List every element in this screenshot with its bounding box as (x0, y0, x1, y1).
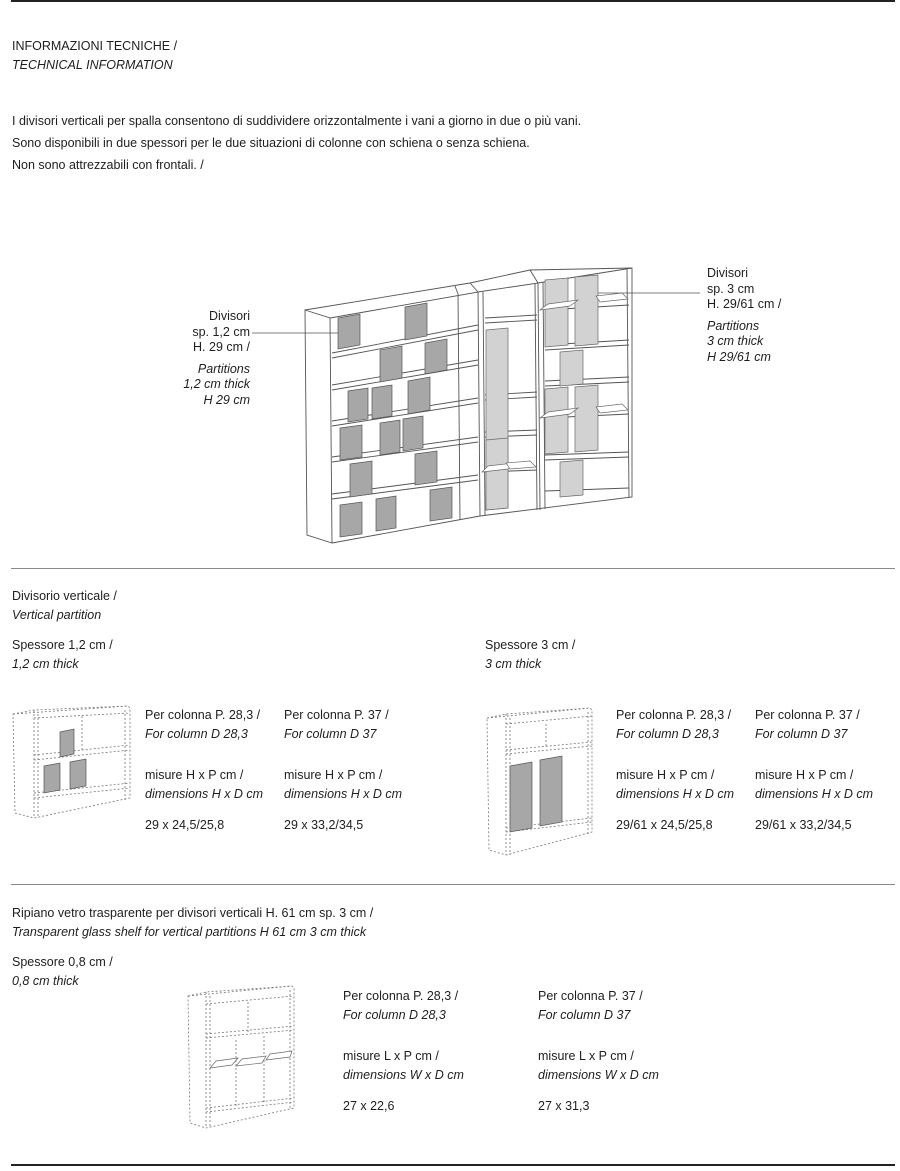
thick-spec-column-1 (616, 706, 734, 835)
title-en: TECHNICAL INFORMATION (12, 58, 173, 72)
glass-spec-column-2 (538, 987, 659, 1116)
callout-right-en-2: 3 cm thick (707, 334, 764, 348)
thin-label-en: 1,2 cm thick (12, 657, 79, 671)
callout-left-en-3: H 29 cm (203, 392, 250, 407)
spec-dim: misure H x P cm / (145, 768, 244, 782)
glass-thickness-label (12, 953, 113, 991)
spec-dim-en: dimensions W x D cm (343, 1068, 464, 1082)
spec-dim: misure L x P cm / (343, 1049, 439, 1063)
spec-head-en: For column D 37 (538, 1008, 631, 1022)
spec-value: 27 x 31,3 (538, 1099, 590, 1113)
spec-head: Per colonna P. 28,3 / (616, 708, 732, 722)
spec-value: 27 x 22,6 (343, 1099, 395, 1113)
thick-spec-column-2 (755, 706, 873, 835)
intro-line-1: I divisori verticali per spalla consentono di suddividere orizzontalmente i vani a giorno in due o più vani. (12, 114, 582, 128)
glass-title-en: Transparent glass shelf for vertical partitions H 61 cm 3 cm thick (12, 925, 367, 939)
partition-title-en: Vertical partition (12, 608, 102, 622)
thick-partition-drawing (484, 700, 604, 860)
callout-left-line-3: H. 29 cm / (193, 340, 250, 354)
spec-dim-en: dimensions H x D cm (284, 787, 403, 801)
spec-dim: misure H x P cm / (284, 768, 383, 782)
spec-dim: misure H x P cm / (755, 768, 854, 782)
spec-value: 29 x 33,2/34,5 (284, 818, 364, 832)
thick-thickness-label (485, 636, 575, 674)
thin-spec-column-2 (284, 706, 402, 835)
bookcase-illustration (0, 0, 900, 560)
thin-label-it: Spessore 1,2 cm / (12, 638, 113, 652)
spec-dim-en: dimensions H x D cm (755, 787, 874, 801)
callout-left-en-2: 1,2 cm thick (183, 377, 250, 391)
spec-head: Per colonna P. 37 / (284, 708, 389, 722)
title-it: INFORMAZIONI TECNICHE / (12, 39, 178, 53)
spec-head: Per colonna P. 37 / (755, 708, 860, 722)
thick-partitions (486, 275, 598, 510)
intro-line-2: Sono disponibili in due spessori per le due situazioni di colonne con schiena o senza schiena. (12, 136, 530, 150)
glass-spec-column-1 (343, 987, 464, 1116)
thin-thickness-label (12, 636, 113, 674)
thin-partition-drawing (10, 700, 140, 830)
thick-label-en: 3 cm thick (485, 657, 542, 671)
callout-left-line-2: sp. 1,2 cm (192, 324, 250, 339)
spec-dim-en: dimensions H x D cm (145, 787, 264, 801)
partition-title-it: Divisorio verticale / (12, 589, 117, 603)
spec-head-en: For column D 28,3 (616, 727, 719, 741)
glass-label-it: Spessore 0,8 cm / (12, 955, 113, 969)
spec-value: 29 x 24,5/25,8 (145, 818, 225, 832)
spec-dim: misure H x P cm / (616, 768, 715, 782)
callout-right-en-3: H 29/61 cm (707, 349, 771, 364)
glass-shelf-drawing (186, 980, 306, 1130)
section-glass-title (12, 904, 373, 942)
spec-head-en: For column D 28,3 (145, 727, 248, 741)
glass-title-it: Ripiano vetro trasparente per divisori verticali H. 61 cm sp. 3 cm / (12, 906, 374, 920)
spec-head-en: For column D 28,3 (343, 1008, 446, 1022)
spec-value: 29/61 x 33,2/34,5 (755, 818, 852, 832)
thick-label-it: Spessore 3 cm / (485, 638, 576, 652)
spec-value: 29/61 x 24,5/25,8 (616, 818, 713, 832)
callout-right-line-1: Divisori (707, 266, 748, 280)
glass-label-en: 0,8 cm thick (12, 974, 79, 988)
bottom-rule (11, 1164, 895, 1166)
thin-spec-column-1 (145, 706, 263, 835)
spec-head-en: For column D 37 (284, 727, 377, 741)
spec-head: Per colonna P. 28,3 / (145, 708, 261, 722)
callout-right-line-2: sp. 3 cm (707, 281, 755, 296)
spec-dim-en: dimensions H x D cm (616, 787, 735, 801)
spec-head-en: For column D 37 (755, 727, 848, 741)
spec-dim-en: dimensions W x D cm (538, 1068, 659, 1082)
spec-dim: misure L x P cm / (538, 1049, 634, 1063)
spec-head: Per colonna P. 37 / (538, 989, 643, 1003)
callout-right-line-3: H. 29/61 cm / (707, 297, 782, 311)
callout-right-en-1: Partitions (707, 318, 760, 333)
callout-left-en-1: Partitions (197, 361, 250, 376)
spec-head: Per colonna P. 28,3 / (343, 989, 459, 1003)
intro-line-3: Non sono attrezzabili con frontali. / (12, 158, 204, 172)
section-partition-title (12, 587, 117, 625)
section-rule-1 (11, 568, 895, 569)
callout-left-line-1: Divisori (209, 309, 250, 323)
section-rule-2 (11, 884, 895, 885)
